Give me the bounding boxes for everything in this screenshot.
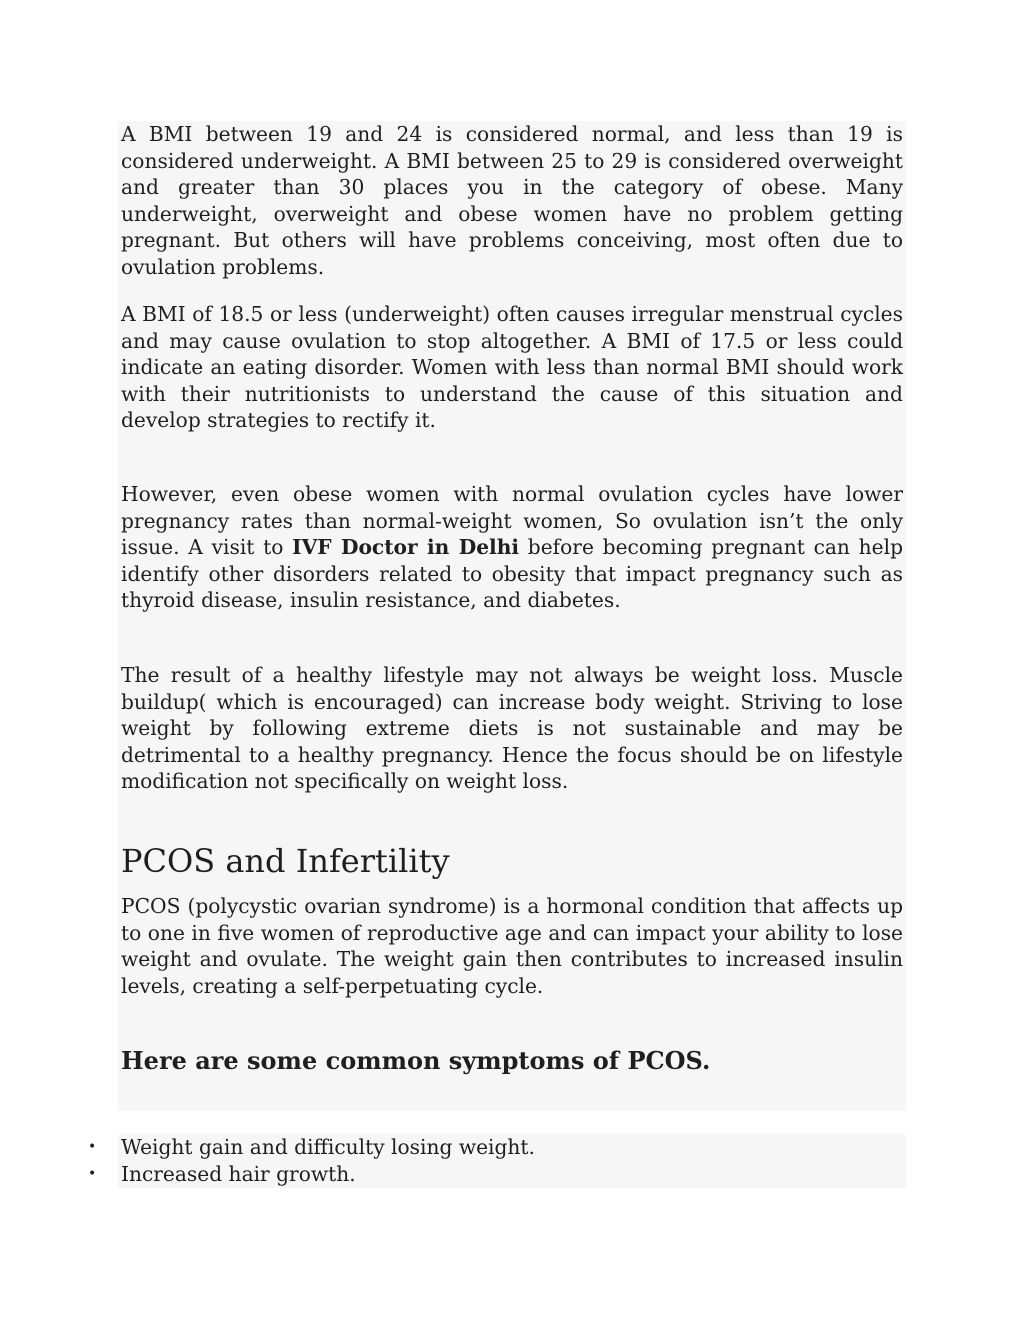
paragraph-obesity-text-end: before becoming pregnant can help identify other disorders related to obesity that impact pregnancy such as thyroid disease, insulin resistance, and diabetes. [121, 535, 903, 613]
bullet-icon: • [88, 1166, 97, 1182]
list-item [0, 1134, 1024, 1161]
list-item [0, 1161, 1024, 1188]
paragraph-bmi-ranges: A BMI between 19 and 24 is considered normal, and less than 19 is considered underweight. A BMI between 25 to 29 is considered overweight and greater than 30 places you in the category of obese. Many underweight, overweight and obese women have no problem getting pregnant. But others will have problems conceiving, most often due to ovulation problems. [121, 122, 903, 279]
section-heading-pcos: PCOS and Infertility [121, 842, 450, 880]
ivf-doctor-link[interactable]: IVF Doctor in Delhi [292, 535, 520, 560]
subheading-symptoms: Here are some common symptoms of PCOS. [121, 1046, 711, 1075]
list-item-text: Increased hair growth. [121, 1162, 356, 1186]
paragraph-underweight: A BMI of 18.5 or less (underweight) often causes irregular menstrual cycles and may cause ovulation to stop altogether. A BMI of 17.5 or less could indicate an eating disorder. Women with less than normal BMI should work with their nutritionists to understand the cause of this situation and develop strategies to rectify it. [121, 302, 903, 433]
symptom-list [0, 1134, 1024, 1188]
paragraph-lifestyle: The result of a healthy lifestyle may not always be weight loss. Muscle buildup( which is encouraged) can increase body weight. Striving to lose weight by following extreme diets is not sustainable and may be detrimental to a healthy pregnancy. Hence the focus should be on lifestyle modification not specifically on weight loss. [121, 663, 903, 794]
list-item-text: Weight gain and difficulty losing weight. [121, 1135, 535, 1159]
bullet-icon: • [88, 1139, 97, 1155]
paragraph-pcos: PCOS (polycystic ovarian syndrome) is a hormonal condition that affects up to one in five women of reproductive age and can impact your ability to lose weight and ovulate. The weight gain then contributes to increased insulin levels, creating a self-perpetuating cycle. [121, 894, 903, 998]
paragraph-obesity-text-start: However, even obese women with normal ovulation cycles have lower pregnancy rates than normal-weight women, So ovulation isn’t the only issue. A visit to [121, 482, 903, 560]
paragraph-obesity [121, 481, 903, 614]
